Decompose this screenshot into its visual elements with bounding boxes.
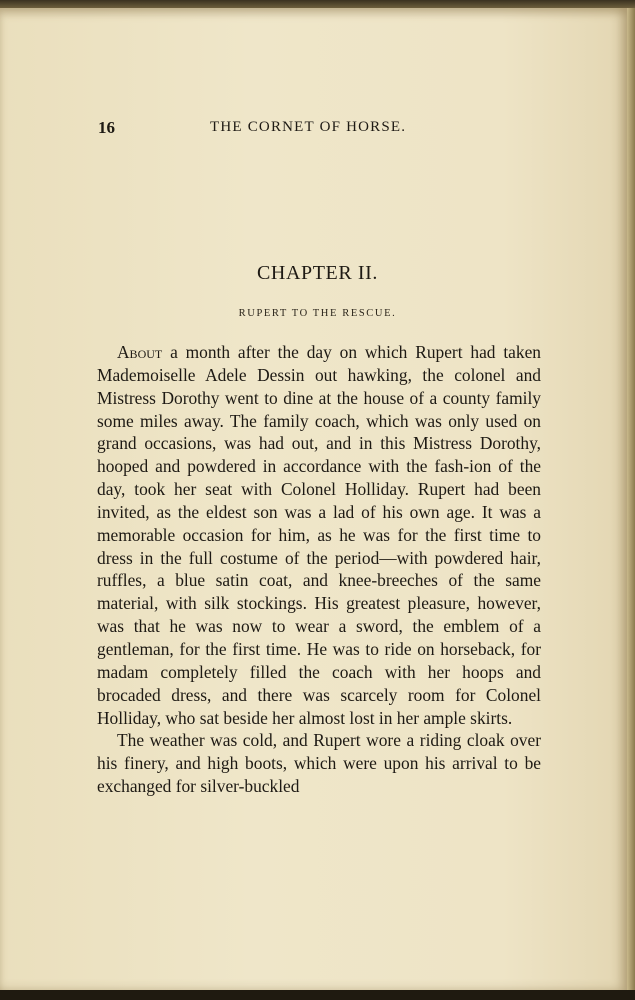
paragraph-lead-word: About: [117, 342, 163, 362]
scan-top-edge: [0, 0, 635, 8]
chapter-subtitle: RUPERT TO THE RESCUE.: [238, 308, 397, 319]
page-number: 16: [98, 118, 115, 137]
paragraph-text: The weather was cold, and Rupert wore a riding cloak over his finery, and high boots, which were upon his arrival to be exchanged for silver-buckled: [97, 730, 541, 797]
chapter-title: CHAPTER II.: [256, 262, 379, 284]
running-head: [98, 118, 538, 140]
paragraph-1: [97, 341, 541, 729]
scan-bottom-edge: [0, 990, 635, 1000]
paragraph-2: [97, 729, 541, 798]
page-edge: [627, 8, 635, 990]
running-head-title: THE CORNET OF HORSE.: [210, 119, 407, 135]
paragraph-text: a month after the day on which Rupert had taken Mademoiselle Adele Dessin out hawking, the colonel and Mistress Dorothy went to dine at the house of a county family some miles away. The family coach, which was only used on grand occasions, was had out, and in this Mistress Dorothy, hooped and powdered in accordance with the fash-ion of the day, took her seat with Colonel Holliday. Rupert had been invited, as the eldest son was a lad of his own age. It was a memorable occasion for him, as he was for the first time to dress in the full costume of the period—with powdered hair, ruffles, a blue satin coat, and knee-breeches of the same material, with silk stockings. His greatest pleasure, however, was that he was now to wear a sword, the emblem of a gentleman, for the first time. He was to ride on horseback, for madam completely filled the coach with her hoops and brocaded dress, and there was scarcely room for Colonel Holliday, who sat beside her almost lost in her ample skirts.: [97, 342, 541, 728]
body-text: [97, 341, 541, 798]
